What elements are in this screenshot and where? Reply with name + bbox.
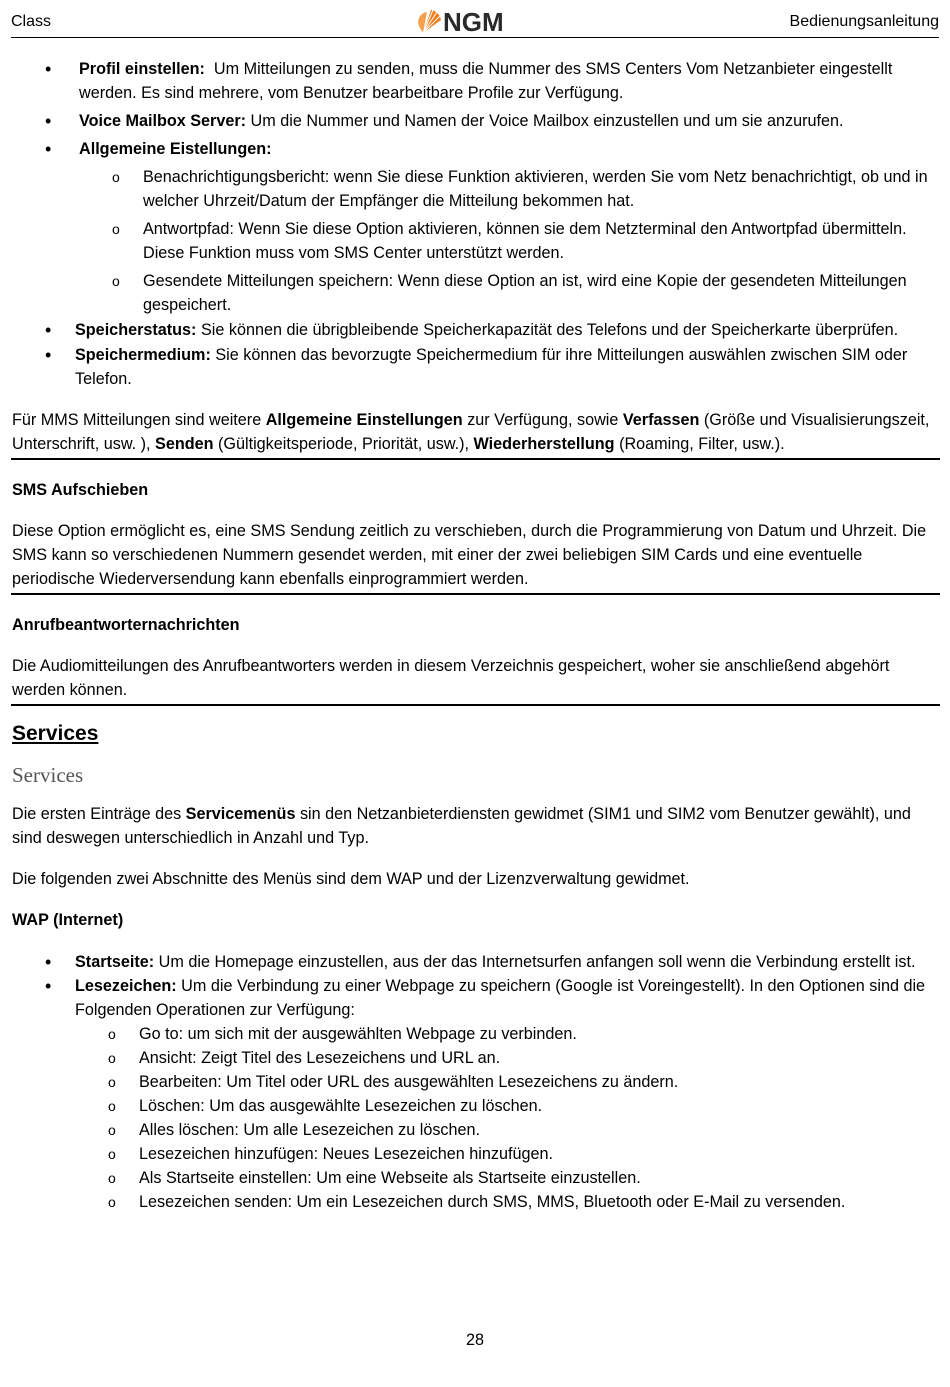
services-title: Services [12,722,99,745]
option-item [12,1070,939,1094]
ngm-logo [417,6,537,36]
page-number: 28 [465,1331,484,1349]
text: (Gültigkeitsperiode, Priorität, usw.), [213,435,474,453]
bold-term: Servicemenüs [185,805,296,823]
item-term: Profil einstellen: [79,60,205,78]
heading-text: WAP (Internet) [12,911,124,929]
option-item [12,1190,939,1214]
option-text: o Ansicht: Zeigt Titel des Lesezeichens und URL an. [139,1049,501,1067]
page-header [11,6,939,36]
option-item [12,1118,939,1142]
item-term: Speichermedium: [75,346,211,364]
item-text: Um die Verbindung zu einer Webpage zu speichern (Google ist Voreingestellt). In den Optionen sind die Folgenden Operationen zur Verfügung: [75,977,926,1019]
list-item [12,343,939,391]
sub-item-text: o Gesendete Mitteilungen speichern: Wenn diese Option an ist, wird eine Kopie der gesendeten Mitteilungen gespeichert. [143,272,907,314]
voicemail-paragraph: Die Audiomitteilungen des Anrufbeantworters werden in diesem Verzeichnis gespeichert, woher sie anschließend abgehört werden können. [12,657,890,699]
option-text: o Alles löschen: Um alle Lesezeichen zu löschen. [139,1121,481,1139]
item-text: Um die Homepage einzustellen, aus der das Internetsurfen anfangen soll wenn die Verbindung erstellt ist. [154,953,916,971]
section-heading [12,613,939,637]
services-subtitle: Services [12,763,84,787]
text: Die ersten Einträge des [12,805,186,823]
list-item [12,974,939,1214]
item-term: Lesezeichen: [75,977,177,995]
services-paragraph [12,802,939,850]
list-item [12,109,939,133]
bold-term: Verfassen [622,411,700,429]
sub-item [12,165,939,213]
header-divider [11,37,939,38]
option-text: o Go to: um sich mit der ausgewählten Webpage zu verbinden. [139,1025,577,1043]
sub-item [12,269,939,317]
section-heading [12,478,939,502]
text: (Roaming, Filter, usw.). [614,435,785,453]
shell-icon [418,10,441,33]
heading-text: SMS Aufschieben [12,481,149,499]
sub-item-text: o Antwortpfad: Wenn Sie diese Option aktivieren, können sie dem Netzterminal den Antwortpfad übermitteln. Diese Funktion muss vom SMS Center unterstützt werden. [143,220,907,262]
option-item [12,1166,939,1190]
list-item [12,950,939,974]
list-item [12,57,939,105]
option-text: o Bearbeiten: Um Titel oder URL des ausgewählten Lesezeichens zu ändern. [139,1073,679,1091]
option-text: o Lesezeichen hinzufügen: Neues Lesezeichen hinzufügen. [139,1145,553,1163]
text: (Größe und Visualisierungszeit, Unterschrift, usw. ), [12,411,930,453]
section-heading [12,908,939,932]
option-text: o Lesezeichen senden: Um ein Lesezeichen durch SMS, MMS, Bluetooth oder E-Mail zu versenden. [139,1193,846,1211]
mms-paragraph [12,408,939,456]
item-term: Speicherstatus: [75,321,197,339]
option-item [12,1046,939,1070]
general-settings-sublist [79,165,939,317]
text: zur Verfügung, sowie [462,411,623,429]
sms-delay-paragraph: Diese Option ermöglicht es, eine SMS Sendung zeitlich zu verschieben, durch die Programmierung von Datum und Uhrzeit. Die SMS kann so verschiedenen Nummern gesendet werden, mit einer der zwei beliebigen SIM Cards und eine eventuelle periodische Wiederversendung kann ebenfalls einprogrammiert werden. [12,522,927,588]
item-text: Um die Nummer und Namen der Voice Mailbox einzustellen und um sie anzurufen. [246,112,844,130]
services-paragraph-2: Die folgenden zwei Abschnitte des Menüs sind dem WAP und der Lizenzverwaltung gewidmet. [12,870,690,888]
section-divider [11,593,940,595]
message-settings-list [12,57,939,391]
item-text: Um Mitteilungen zu senden, muss die Nummer des SMS Centers Vom Netzanbieter eingestellt werden. Es sind mehrere, vom Benutzer bearbeitbare Profile zur Verfügung. [79,60,897,102]
sub-item-text: o Benachrichtigungsbericht: wenn Sie diese Funktion aktivieren, werden Sie vom Netz benachrichtigt, ob und in welcher Uhrzeit/Datum der Empfänger die Mitteilung bekommen hat. [143,168,928,210]
sub-item [12,217,939,265]
option-item [12,1094,939,1118]
text: Für MMS Mitteilungen sind weitere [12,411,266,429]
bold-term: Wiederherstellung [473,435,615,453]
bold-term: Senden [155,435,214,453]
logo-text: NGM [443,7,504,36]
item-text: Sie können die übrigbleibende Speicherkapazität des Telefons und der Speicherkarte überprüfen. [196,321,899,339]
item-text: Sie können das bevorzugte Speichermedium für ihre Mitteilungen auswählen zwischen SIM oder Telefon. [75,346,908,388]
bookmark-options [75,1022,939,1214]
option-item [12,1022,939,1046]
wap-list [12,950,939,1214]
heading-text: Anrufbeantworternachrichten [12,616,240,634]
bold-term: Allgemeine Einstellungen [265,411,463,429]
header-left: Class [11,13,52,30]
option-text: o Als Startseite einstellen: Um eine Webseite als Startseite einzustellen. [139,1169,641,1187]
list-item [12,318,939,342]
option-item [12,1142,939,1166]
item-term: Allgemeine Eistellungen: [79,140,272,158]
header-right: Bedienungsanleitung [789,13,939,30]
section-divider [11,704,940,706]
item-term: Voice Mailbox Server: [79,112,247,130]
item-term: Startseite: [75,953,155,971]
option-text: o Löschen: Um das ausgewählte Lesezeichen zu löschen. [139,1097,543,1115]
section-divider [11,458,940,460]
text: sin den Netzanbieterdiensten gewidmet (SIM1 und SIM2 vom Benutzer gewählt), und sind deswegen unterschiedlich in Anzahl und Typ. [12,805,911,847]
list-item [12,137,939,317]
page-content [12,57,939,1214]
